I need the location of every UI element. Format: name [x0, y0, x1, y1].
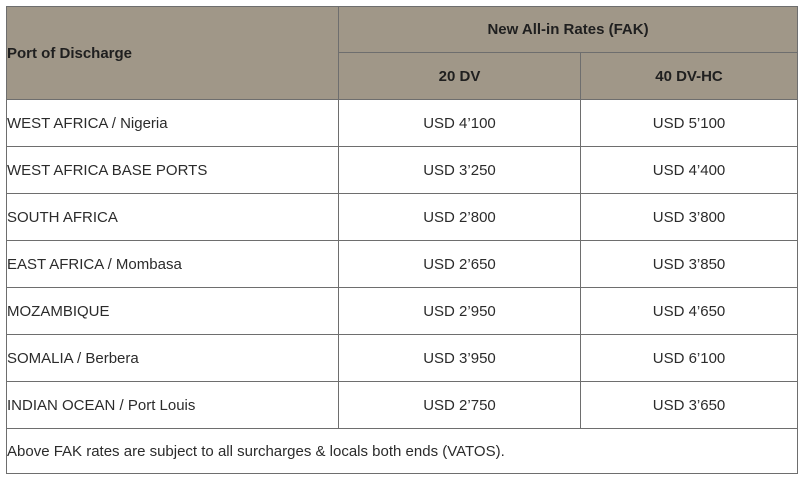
- rate-40dvhc-cell: USD 3’650: [581, 382, 798, 429]
- rate-40dvhc-cell: USD 5’100: [581, 100, 798, 147]
- table-row: [7, 147, 798, 194]
- port-cell: WEST AFRICA BASE PORTS: [7, 147, 339, 194]
- rate-40dvhc-cell: USD 6’100: [581, 335, 798, 382]
- rate-20dv-cell: USD 2’750: [339, 382, 581, 429]
- port-cell: WEST AFRICA / Nigeria: [7, 100, 339, 147]
- table-row: [7, 100, 798, 147]
- rate-20dv-cell: USD 2’800: [339, 194, 581, 241]
- rate-40dvhc-cell: USD 4’650: [581, 288, 798, 335]
- rate-20dv-cell: USD 3’950: [339, 335, 581, 382]
- fak-rates-table: [6, 6, 798, 474]
- table-row: [7, 335, 798, 382]
- port-cell: EAST AFRICA / Mombasa: [7, 241, 339, 288]
- table-row: [7, 241, 798, 288]
- rate-20dv-cell: USD 3’250: [339, 147, 581, 194]
- table-row: [7, 382, 798, 429]
- table-row: [7, 288, 798, 335]
- rate-40dvhc-cell: USD 3’800: [581, 194, 798, 241]
- note-row: [7, 429, 798, 474]
- rate-40dvhc-cell: USD 3’850: [581, 241, 798, 288]
- all-in-rates-header: New All-in Rates (FAK): [339, 7, 798, 53]
- rate-20dv-cell: USD 2’650: [339, 241, 581, 288]
- port-cell: MOZAMBIQUE: [7, 288, 339, 335]
- port-of-discharge-header: Port of Discharge: [7, 7, 339, 100]
- surcharges-note: Above FAK rates are subject to all surcharges & locals both ends (VATOS).: [7, 429, 798, 474]
- port-cell: SOUTH AFRICA: [7, 194, 339, 241]
- header-40dvhc: 40 DV-HC: [581, 53, 798, 100]
- port-cell: SOMALIA / Berbera: [7, 335, 339, 382]
- rate-40dvhc-cell: USD 4’400: [581, 147, 798, 194]
- rate-20dv-cell: USD 2’950: [339, 288, 581, 335]
- header-20dv: 20 DV: [339, 53, 581, 100]
- rate-20dv-cell: USD 4’100: [339, 100, 581, 147]
- table-row: [7, 194, 798, 241]
- port-cell: INDIAN OCEAN / Port Louis: [7, 382, 339, 429]
